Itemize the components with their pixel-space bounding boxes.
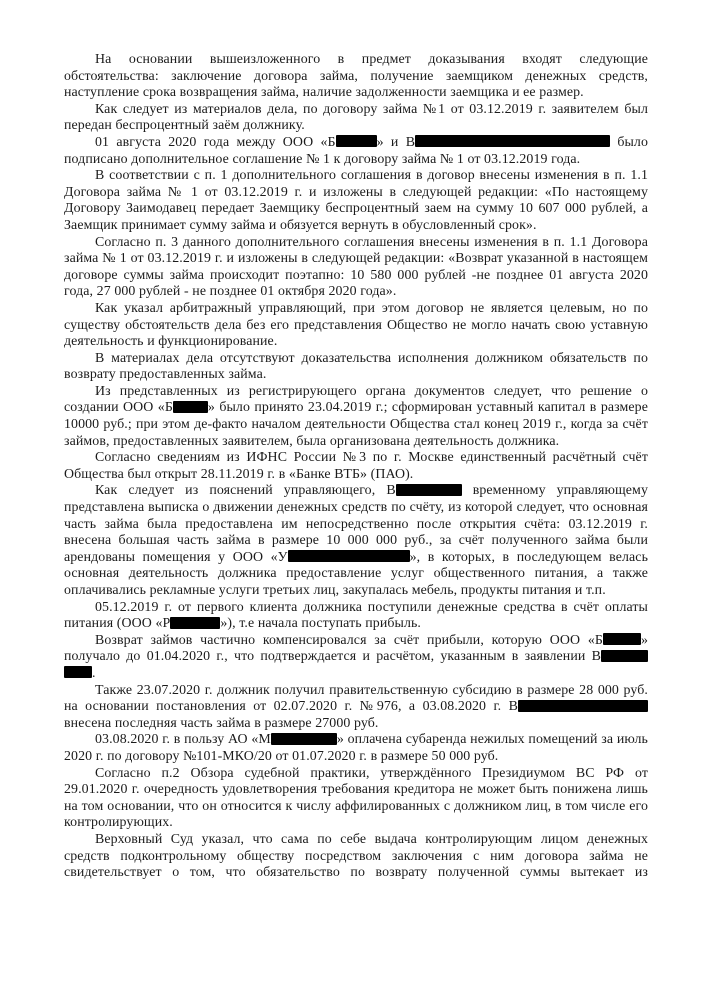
paragraph: На основании вышеизложенного в предмет доказывания входят следующие обстоятельства: заключение договора займа, получение заемщиком денежных средств, наступление срока возвращения займа, наличие задолженности заемщика и ее размер. xyxy=(64,52,648,101)
redaction-bar xyxy=(271,733,337,745)
paragraph: Согласно п. 3 данного дополнительного соглашения внесены изменения в п. 1.1 Договора займа № 1 от 03.12.2019 г. и изложены в следующей редакции: «Возврат указанной в настоящем договоре суммы займа происходит поэтапно: 10 580 000 рублей -не позднее 01 августа 2020 года, 27 000 рублей - не позднее 01 октября 2020 года». xyxy=(64,234,648,300)
paragraph: Как следует из пояснений управляющего, В временному управляющему представлена выписка о движении денежных средств по счёту, из которой следует, что основная часть займа была предоставлена им непосредственно после открытия счёта: 03.12.2019 г. внесена большая часть займа в размере 10 000 000 руб., за счёт полученного займа были арендованы помещения у ООО «У », в которых, в последующем велась основная деятельность должника предоставление услуг общественного питания, а также оплачивались рекламные услуги третьих лиц, закупалась мебель, продукты питания и т.п. xyxy=(64,483,649,598)
paragraph: Возврат займов частично компенсировался за счёт прибыли, которую ООО «Б » получало до 01.04.2020 г., что подтверждается и расчётом, указанным в заявлении В . xyxy=(64,632,648,681)
redaction-bar xyxy=(603,633,641,645)
paragraph: В соответствии с п. 1 дополнительного соглашения в договор внесены изменения в п. 1.1 Договора займа № 1 от 03.12.2019 г. и изложены в следующей редакции: «По настоящему Договору Заимодавец передает Заемщику беспроцентный заем на сумму 10 607 000 рублей, а Заемщик принимает сумму займа и обязуется вернуть в обусловленный срок». xyxy=(64,168,648,233)
document-body xyxy=(64,52,648,882)
paragraph: В материалах дела отсутствуют доказательства исполнения должником обязательств по возврату предоставленных займа. xyxy=(64,350,648,383)
paragraph: 01 августа 2020 года между ООО «Б » и В было подписано дополнительное соглашение № 1 к договору займа № 1 от 03.12.2019 года. xyxy=(64,134,648,167)
redaction-bar xyxy=(601,650,648,662)
redaction-bar xyxy=(396,484,462,496)
paragraph: 05.12.2019 г. от первого клиента должника поступили денежные средства в счёт оплаты питания (ООО «Р »), т.е начала поступать прибыль. xyxy=(64,599,648,632)
paragraph: Из представленных из регистрирующего органа документов следует, что решение о создании ООО «Б » было принято 23.04.2019 г.; сформирован уставный капитал в размере 10000 руб.; при этом де-факто началом деятельности Общества стал конец 2019 г., когда за счёт займов, предоставленных заявителем, была организована деятельность должника. xyxy=(64,383,648,449)
paragraph: Верховный Суд указал, что сама по себе выдача контролирующим лицом денежных средств подконтрольному обществу посредством заключения с ним договора займа не свидетельствует о том, что обязательство по возврату полученной суммы вытекает из xyxy=(64,831,648,881)
paragraph: Как указал арбитражный управляющий, при этом договор не является целевым, но по существу обстоятельств дела без его представления Общество не могло начать свою уставную деятельность и функционирование. xyxy=(64,300,648,350)
paragraph: Согласно сведениям из ИФНС России №3 по г. Москве единственный расчётный счёт Общества был открыт 28.11.2019 г. в «Банке ВТБ» (ПАО). xyxy=(64,450,648,482)
paragraph: Как следует из материалов дела, по договору займа №1 от 03.12.2019 г. заявителем был передан беспроцентный заём должнику. xyxy=(64,101,648,134)
paragraph: 03.08.2020 г. в пользу АО «М » оплачена субаренда нежилых помещений за июль 2020 г. по договору №101-МКО/20 от 01.07.2020 г. в размере 50 000 руб. xyxy=(64,732,648,764)
redaction-bar xyxy=(170,617,220,629)
redaction-bar xyxy=(518,700,648,712)
paragraph: Также 23.07.2020 г. должник получил правительственную субсидию в размере 28 000 руб. на основании постановления от 02.07.2020 г. №976, а 03.08.2020 г. В внесена последняя часть займа в размере 27000 руб. xyxy=(64,682,648,731)
redaction-bar xyxy=(415,135,610,147)
redaction-bar xyxy=(336,135,377,147)
redaction-bar xyxy=(173,401,208,413)
redaction-bar xyxy=(288,550,410,562)
paragraph: Согласно п.2 Обзора судебной практики, утверждённого Президиумом ВС РФ от 29.01.2020 г. очередность удовлетворения требования кредитора не может быть понижена лишь на том основании, что он относится к числу аффилированных с должником лиц, в том числе его контролирующих. xyxy=(64,765,648,831)
redaction-bar xyxy=(64,666,92,678)
